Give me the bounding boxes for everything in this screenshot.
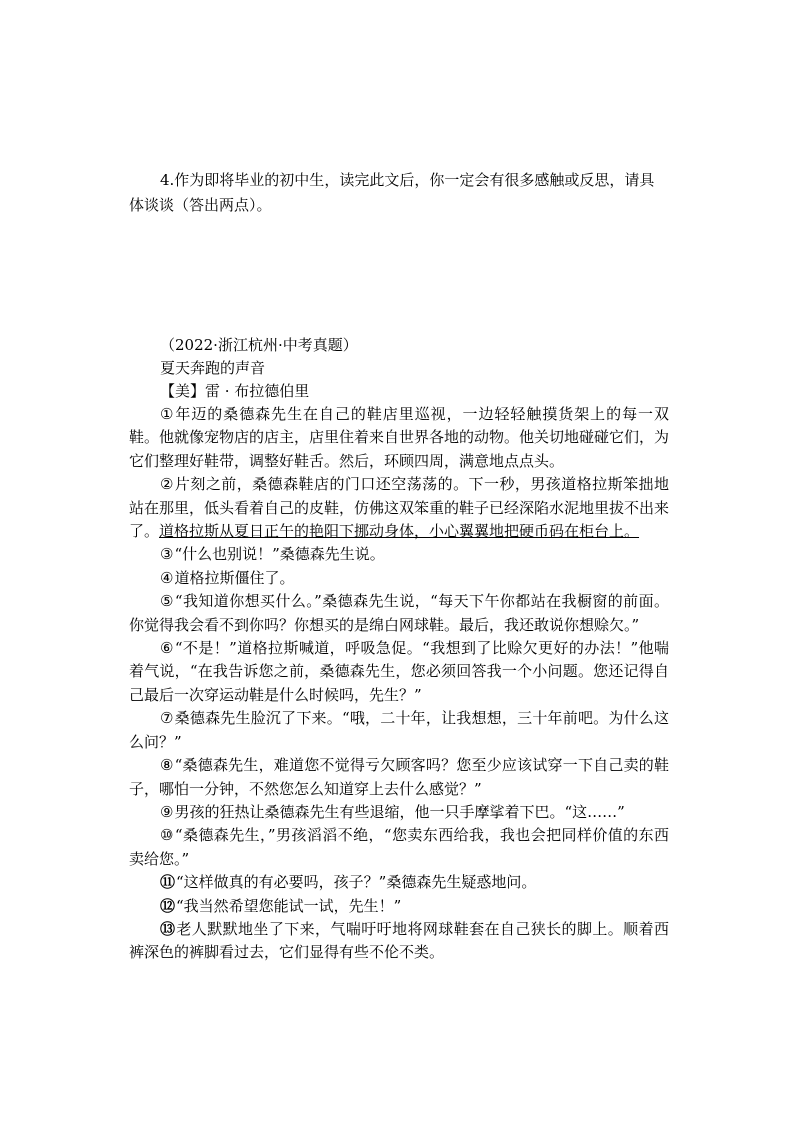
paragraph-text: “什么也别说！”桑德森先生说。 bbox=[174, 545, 385, 564]
paragraph-6 bbox=[129, 637, 669, 707]
paragraph-number: ⑦ bbox=[160, 709, 174, 728]
paragraph-text: “我当然希望您能试一试，先生！” bbox=[176, 896, 402, 915]
paragraph-text: 男孩的狂热让桑德森先生有些退缩，他一只手摩挲着下巴。“这……” bbox=[174, 802, 625, 821]
paragraph-number: ⑪ bbox=[160, 873, 176, 892]
paragraph-2 bbox=[129, 473, 669, 543]
paragraph-3 bbox=[129, 543, 669, 566]
paragraph-number: ⑫ bbox=[160, 896, 176, 915]
paragraph-number: ④ bbox=[160, 568, 174, 587]
paragraph-number: ⑥ bbox=[160, 639, 174, 658]
paragraph-number: ① bbox=[160, 405, 175, 423]
paragraph-text: 道格拉斯僵住了。 bbox=[174, 568, 295, 587]
question-4: 4.作为即将毕业的初中生，读完此文后，你一定会有很多感触或反思，请具体谈谈（答出两点）。 bbox=[129, 171, 655, 214]
paragraph-11 bbox=[129, 871, 669, 894]
paragraph-number: ⑤ bbox=[160, 592, 174, 611]
paragraph-text: 老人默默地坐了下来，气喘吁吁地将网球鞋套在自己狭长的脚上。顺着西裤深色的裤脚看过去，它们显得有些不伦不类。 bbox=[129, 919, 669, 962]
passage-title: 夏天奔跑的声音 bbox=[160, 359, 266, 377]
underlined-sentence: 道格拉斯从夏日正午的艳阳下挪动身体，小心翼翼地把硬币码在柜台上。 bbox=[159, 522, 640, 541]
paragraph-text: 片刻之前，桑德森鞋店的门口还空荡荡的。下一秒，男孩道格拉斯笨拙地站在那里，低头看着自己的皮鞋，仿佛这双笨重的鞋子已经深陷水泥地里拔不出来了。 bbox=[129, 475, 670, 541]
paragraph-7 bbox=[129, 707, 669, 754]
paragraph-number: ⑧ bbox=[160, 756, 174, 775]
reading-passage bbox=[129, 334, 669, 965]
paragraph-text: “这样做真的有必要吗，孩子？”桑德森先生疑惑地问。 bbox=[176, 873, 537, 892]
paragraph-text: 桑德森先生脸沉了下来。“哦，二十年，让我想想，三十年前吧。为什么这么问？” bbox=[129, 709, 669, 751]
paragraph-8 bbox=[129, 754, 669, 801]
paragraph-text: 年迈的桑德森先生在自己的鞋店里巡视，一边轻轻触摸货架上的每一双鞋。他就像宠物店的店主，店里住着来自世界各地的动物。他关切地碰碰它们，为它们整理好鞋带，调整好鞋舌。然后，环顾四周，满意地点点头。 bbox=[129, 405, 670, 470]
paragraph-4 bbox=[129, 567, 669, 590]
passage-author: 【美】雷 · 布拉德伯里 bbox=[160, 382, 310, 400]
paragraph-1 bbox=[129, 403, 669, 473]
paragraph-text: “不是！”道格拉斯喊道，呼吸急促。“我想到了比赊欠更好的办法！”他喘着气说，“在我告诉您之前，桑德森先生，您必须回答我一个小问题。您还记得自己最后一次穿运动鞋是什么时候吗，先生？” bbox=[129, 639, 669, 704]
paragraph-number: ⑨ bbox=[160, 802, 174, 821]
paragraph-text: “桑德森先生，”男孩滔滔不绝，“您卖东西给我，我也会把同样价值的东西卖给您。” bbox=[129, 826, 670, 868]
paragraph-number: ③ bbox=[160, 545, 174, 564]
paragraph-number: ⑩ bbox=[160, 826, 174, 845]
paragraph-10 bbox=[129, 824, 669, 871]
paragraph-number: ② bbox=[160, 475, 174, 494]
paragraph-5 bbox=[129, 590, 669, 637]
source-citation: （2022·浙江杭州·中考真题） bbox=[160, 336, 358, 354]
paragraph-text: “桑德森先生，难道您不觉得亏欠顾客吗？您至少应该试穿一下自己卖的鞋子，哪怕一分钟，不然您怎么知道穿上去什么感觉？” bbox=[129, 756, 669, 798]
paragraph-text: “我知道你想买什么。”桑德森先生说，“每天下午你都站在我橱窗的前面。你觉得我会看不到你吗？你想买的是绵白网球鞋。最后，我还敢说你想赊欠。” bbox=[129, 592, 670, 634]
paragraph-13 bbox=[129, 918, 669, 965]
paragraph-9 bbox=[129, 801, 669, 824]
paragraph-12 bbox=[129, 895, 669, 918]
paragraph-number: ⑬ bbox=[160, 919, 176, 938]
